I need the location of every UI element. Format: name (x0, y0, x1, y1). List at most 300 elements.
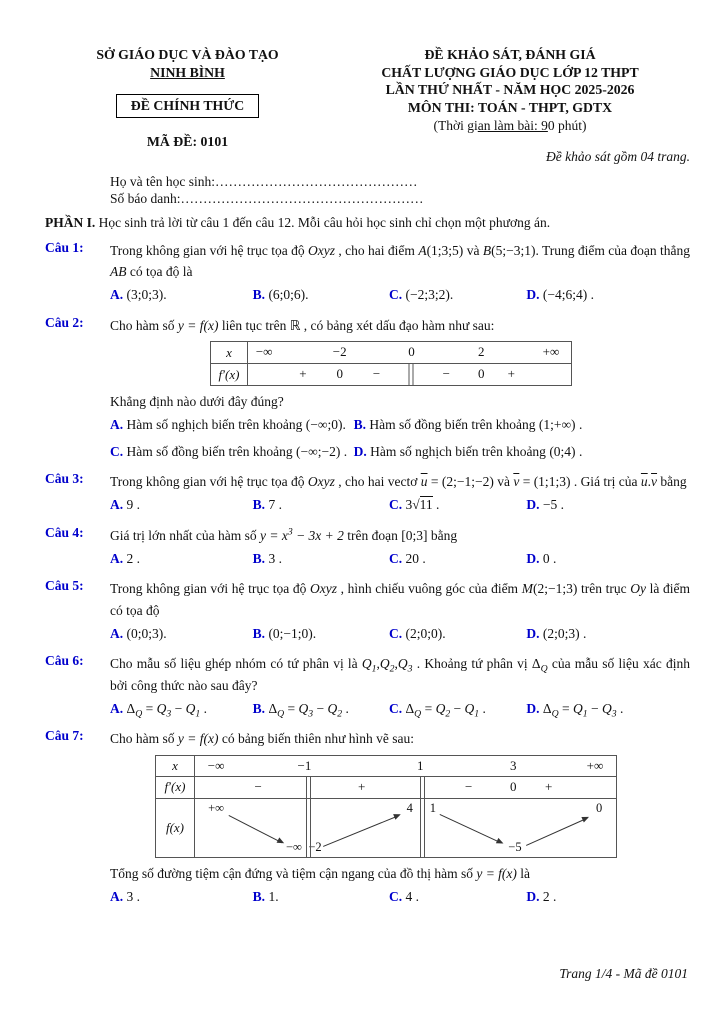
table-cell-value: −∞ (207, 757, 225, 773)
text-segment: Q (435, 700, 446, 716)
question-text (110, 728, 690, 749)
option-letter: C. (388, 700, 403, 716)
text-segment: Q (135, 708, 143, 720)
double-bar (306, 776, 311, 857)
options-grid (110, 284, 690, 305)
text-segment: . (342, 700, 349, 716)
limit-value: 0 (596, 800, 603, 815)
part1-label: PHẦN I. (45, 214, 96, 230)
answer-option (526, 548, 690, 569)
answer-option (110, 623, 253, 644)
text-segment: , (394, 656, 398, 672)
text-segment: Q (540, 663, 548, 675)
text-segment: (Thời gi (433, 118, 478, 134)
table-cell-value: −2 (332, 344, 347, 360)
table-cell-value: + (358, 779, 366, 794)
option-letter: B. (252, 497, 266, 513)
text-segment: Q (327, 700, 338, 716)
text-segment: − 3x + 2 (292, 527, 344, 543)
text-segment: . (479, 700, 486, 716)
table-cell-value: + (299, 366, 307, 382)
text-segment: Trong không gian với hệ trục tọa độ (110, 242, 308, 258)
answer-option (253, 698, 389, 719)
text-segment: . (647, 473, 652, 489)
text-segment: − (450, 700, 465, 716)
answer-option (389, 548, 526, 569)
table-row-header (211, 342, 248, 363)
question-body (110, 525, 690, 570)
options-grid (110, 414, 690, 462)
option-letter: A. (110, 625, 124, 641)
text-segment: − (171, 700, 186, 716)
table-cell-value: −∞ (255, 344, 273, 360)
question-text (110, 525, 690, 546)
table-cell-value: 0 (336, 366, 343, 382)
text-segment: = (2;−1;−2) (427, 473, 494, 489)
text-segment: = (421, 700, 436, 716)
table-row-content (195, 777, 616, 798)
text-segment: Oxyz (310, 581, 337, 597)
question-text (110, 653, 690, 696)
table-cell-value: − (254, 779, 262, 794)
text-segment: bằng (657, 473, 687, 489)
text-segment: (2;0;0). (405, 625, 446, 641)
text-segment: Tổng số đường tiệm cận đứng và tiệm cận ngang của đồ thị hàm số (110, 865, 477, 881)
question-text (110, 578, 690, 621)
student-info-block (110, 173, 690, 208)
table-cell-value: 2 (477, 344, 485, 360)
question-text (110, 471, 690, 492)
exam-subject-line: MÔN THI: TOÁN - THPT, GDTX (407, 99, 613, 115)
answer-option (253, 623, 389, 644)
limit-value: +∞ (208, 800, 225, 815)
table-cell-value: +∞ (542, 344, 560, 360)
text-segment: Q (277, 708, 285, 720)
text-segment: là (516, 865, 531, 881)
answer-option (110, 414, 354, 435)
text-segment: $\overline{v}$ (513, 473, 520, 489)
text-segment: 2 . (542, 888, 557, 904)
text-segment: Oy (630, 581, 646, 597)
question-label: Câu 1: (45, 239, 84, 255)
derivative-sign-table (210, 341, 572, 386)
text-segment: . (575, 417, 583, 433)
text-segment: có bảng biến thiên như hình vẽ sau: (218, 731, 415, 747)
answer-option (253, 494, 389, 515)
text-segment: Hàm số nghịch biến trên khoảng (126, 417, 306, 433)
question-body (110, 653, 690, 719)
exam-duration-note (330, 118, 690, 134)
table-row (156, 799, 616, 857)
question-body (110, 578, 690, 644)
header-left-block (45, 46, 330, 150)
text-segment: Q (397, 656, 408, 672)
text-segment: Trong không gian với hệ trục tọa độ (110, 581, 310, 597)
text-segment: Q (379, 656, 390, 672)
option-letter: D. (526, 287, 540, 303)
text-segment: x (172, 757, 178, 773)
text-segment: x (226, 344, 232, 360)
text-segment: Δ (126, 700, 136, 716)
question-label: Câu 7: (45, 728, 84, 744)
text-segment: (0;−1;0). (268, 625, 317, 641)
table-row-content (248, 364, 571, 385)
text-segment: 3 . (268, 550, 282, 566)
option-letter: C. (110, 443, 124, 459)
text-segment: . (342, 417, 346, 433)
answer-option (253, 886, 389, 907)
text-segment: Giá trị lớn nhất của hàm số (110, 527, 260, 543)
answer-option (389, 698, 526, 719)
text-segment: Δ (268, 700, 278, 716)
answer-option (110, 284, 253, 305)
answer-option (354, 414, 690, 435)
text-segment: y = f(x) (476, 865, 517, 881)
province-name: NINH BÌNH (150, 64, 225, 80)
question-label: Câu 6: (45, 653, 84, 669)
text-segment: 3 (287, 526, 293, 538)
text-segment: M (521, 581, 533, 597)
answer-option (526, 623, 690, 644)
text-segment: và (463, 242, 483, 258)
variation-table (155, 755, 617, 858)
option-letter: D. (526, 550, 540, 566)
option-letter: A. (110, 550, 124, 566)
text-segment: $\overline{u}$ (420, 473, 428, 489)
table-cell-value: −1 (297, 757, 312, 773)
text-segment: có tọa độ là (126, 263, 193, 279)
text-segment: 3 (166, 708, 172, 720)
question-body (110, 728, 690, 907)
options-grid (110, 623, 690, 644)
text-segment: là điểm có tọa độ (110, 581, 690, 618)
text-segment: −5 . (542, 497, 565, 513)
page-footer: Trang 1/4 - Mã đề 0101 (559, 966, 688, 981)
limit-value: 4 (406, 800, 413, 815)
table-row (156, 777, 616, 799)
option-letter: C. (388, 287, 403, 303)
question-label: Câu 3: (45, 470, 84, 486)
text-segment: . (616, 700, 624, 716)
text-segment: $\overline{v}$ (651, 473, 658, 489)
text-segment: an làm bài: 9 (477, 118, 548, 134)
question-post-text (110, 863, 690, 884)
text-segment: Cho hàm số (110, 731, 178, 747)
question-body (110, 315, 690, 462)
question-text (110, 240, 690, 283)
question-5 (45, 578, 690, 644)
text-segment: 3 (308, 708, 314, 720)
monotonicity-arrow (440, 814, 502, 843)
text-segment: (0;0;3). (126, 625, 167, 641)
answer-option (354, 441, 690, 462)
exam-header (45, 46, 690, 165)
text-segment: Trong không gian với hệ trục tọa độ (110, 473, 308, 489)
text-segment: √ (412, 497, 420, 513)
text-segment: Q (414, 708, 422, 720)
text-segment: (−∞;−2) (295, 443, 341, 459)
option-letter: D. (526, 625, 540, 641)
option-letter: C. (388, 497, 403, 513)
answer-option (526, 494, 690, 515)
text-segment: 1 (371, 663, 377, 675)
text-segment: − (313, 700, 328, 716)
option-letter: C. (388, 550, 403, 566)
text-segment: và (493, 473, 514, 489)
table-row (211, 342, 571, 364)
option-letter: B. (252, 700, 266, 716)
answer-option (110, 494, 253, 515)
text-segment: . (432, 497, 440, 513)
monotonicity-arrow (323, 815, 399, 847)
text-segment: 7 . (268, 497, 282, 513)
limit-value: 1 (429, 800, 436, 815)
text-segment: . (340, 443, 348, 459)
table-row-header (156, 799, 195, 857)
option-letter: A. (110, 287, 124, 303)
answer-option (526, 284, 690, 305)
question-body (110, 240, 690, 306)
option-letter: C. (388, 625, 403, 641)
text-segment: B (482, 242, 492, 258)
text-segment: Hàm số đồng biến trên khoảng (126, 443, 296, 459)
option-letter: D. (526, 888, 540, 904)
question-label: Câu 4: (45, 524, 84, 540)
table-cell-value: 0 (510, 779, 517, 794)
table-row (211, 364, 571, 385)
text-segment: Q (602, 700, 612, 716)
exam-title-line1: ĐỀ KHẢO SÁT, ĐÁNH GIÁ (424, 47, 596, 62)
table-cell-value: + (544, 779, 553, 794)
student-id-line: Số báo danh:……………………………………………… (110, 191, 424, 207)
text-segment: y = f(x) (177, 731, 219, 747)
text-segment: Q (551, 708, 559, 720)
table-row-header (156, 777, 195, 798)
option-letter: D. (353, 443, 367, 459)
text-segment: Oxyz (308, 242, 335, 258)
answer-option (389, 886, 526, 907)
double-bar (409, 364, 414, 385)
text-segment: (0;4) (549, 443, 576, 459)
text-segment: . (575, 443, 583, 459)
text-segment: bằng (427, 527, 458, 543)
text-segment: 2 (389, 663, 395, 675)
text-segment: = (142, 700, 157, 716)
options-grid (110, 886, 690, 907)
text-segment: Q (298, 700, 309, 716)
text-segment: $\overline{u}$ (640, 473, 648, 489)
text-segment: 1 (474, 708, 480, 720)
answer-option (526, 698, 690, 719)
question-text (110, 315, 690, 336)
text-segment: . Giá trị của (570, 473, 641, 489)
table-row-header (156, 756, 195, 776)
text-segment: 9 . (126, 497, 140, 513)
text-segment: Khẳng định nào dưới đây đúng? (110, 393, 284, 409)
table-cell-value: 1 (416, 757, 424, 773)
pages-note: Đề khảo sát gồm 04 trang. (546, 149, 690, 165)
limit-value: −5 (508, 840, 522, 854)
table-cell-value: − (372, 366, 381, 382)
option-letter: A. (110, 417, 124, 433)
text-segment: Q (185, 700, 196, 716)
table-cell-value: − (442, 366, 450, 382)
option-letter: D. (526, 497, 540, 513)
table-cell-value: 3 (510, 757, 517, 773)
text-segment: f(x) (165, 819, 185, 835)
text-segment: . (200, 700, 207, 716)
exam-title-line2: CHẤT LƯỢNG GIÁO DỤC LỚP 12 THPT (381, 64, 639, 80)
function-curve-area (195, 799, 616, 857)
question-1 (45, 240, 690, 306)
text-segment: . Khoảng tứ phân vị (412, 656, 532, 672)
part1-text: Học sinh trả lời từ câu 1 đến câu 12. Mỗi câu hỏi học sinh chỉ chọn một phương án. (98, 214, 551, 230)
text-segment: 11 (419, 497, 433, 513)
answer-option (110, 698, 253, 719)
text-segment: f′(x) (218, 366, 240, 382)
text-segment: , cho hai vectơ (334, 473, 421, 489)
text-segment: (3;0;3). (126, 287, 167, 303)
monotonicity-arrow (526, 818, 588, 846)
table-row-content (248, 342, 571, 363)
text-segment: 3 . (126, 888, 140, 904)
question-7 (45, 728, 690, 907)
table-cell-value: 0 (408, 344, 415, 360)
department-name: SỞ GIÁO DỤC VÀ ĐÀO TẠO (96, 47, 279, 62)
options-grid (110, 698, 690, 719)
text-segment: 2 (445, 708, 451, 720)
question-label: Câu 2: (45, 314, 84, 330)
text-segment: = (284, 700, 299, 716)
text-segment: A (418, 242, 427, 258)
question-4 (45, 525, 690, 570)
question-3 (45, 471, 690, 516)
text-segment: 1 (195, 708, 201, 720)
option-letter: B. (252, 287, 266, 303)
student-name-line: Họ và tên học sinh:……………………………………… (110, 174, 418, 190)
text-segment: 0 phút) (547, 118, 587, 134)
question-label: Câu 5: (45, 578, 84, 594)
option-letter: B. (252, 550, 266, 566)
text-segment: Cho hàm số (110, 317, 178, 333)
exam-code: MÃ ĐỀ: 0101 (146, 134, 229, 150)
table-row-header (211, 364, 248, 385)
answer-option (110, 441, 354, 462)
questions-container (45, 240, 690, 908)
text-segment: (−2;3;2). (405, 287, 454, 303)
answer-option (389, 494, 526, 515)
monotonicity-arrow (228, 815, 281, 843)
table-row-content (195, 756, 616, 776)
answer-option (526, 886, 690, 907)
text-segment: (6;0;6). (268, 287, 309, 303)
answer-option (389, 284, 526, 305)
text-segment: 20 . (405, 550, 426, 566)
text-segment: Δ (405, 700, 415, 716)
table-cell-value: 0 (477, 366, 485, 382)
text-segment: y = x (259, 527, 288, 543)
option-letter: D. (526, 700, 540, 716)
text-segment: của mẫu số liệu xác định bởi công thức nào sau đây? (110, 656, 690, 693)
text-segment: (−∞;0) (305, 417, 343, 433)
text-segment: Δ (542, 700, 552, 716)
part1-instruction (45, 215, 690, 231)
official-stamp-box: ĐỀ CHÍNH THỨC (116, 94, 259, 118)
table-row (156, 756, 616, 777)
answer-option (110, 548, 253, 569)
text-segment: Oxyz (307, 473, 335, 489)
text-segment: 3 (611, 708, 617, 720)
text-segment: (2;0;3) . (542, 625, 587, 641)
question-6 (45, 653, 690, 719)
text-segment: . Trung điểm của đoạn thẳng (535, 242, 691, 258)
text-segment: (2;−1;3) (532, 581, 578, 597)
text-segment: [0;3] (401, 527, 428, 543)
double-bar (420, 776, 425, 857)
text-segment: trên đoạn (343, 527, 402, 543)
text-segment: Q (361, 656, 372, 672)
text-segment: 1. (268, 888, 279, 904)
options-grid (110, 494, 690, 515)
question-post-text (110, 391, 690, 412)
text-segment: 1 (582, 708, 588, 720)
text-segment: (1;3;5) (426, 242, 464, 258)
question-2 (45, 315, 690, 462)
options-grid (110, 548, 690, 569)
text-segment: Q (156, 700, 167, 716)
option-letter: B. (353, 417, 366, 433)
text-segment: , cho hai điểm (335, 242, 419, 258)
option-letter: C. (388, 888, 403, 904)
limit-value: −∞ (285, 840, 302, 854)
option-letter: B. (252, 625, 266, 641)
option-letter: A. (110, 888, 124, 904)
text-segment: Hàm số đồng biến trên khoảng (369, 417, 539, 433)
text-segment: 2 . (126, 550, 140, 566)
text-segment: = (558, 700, 574, 716)
text-segment: Q (573, 700, 583, 716)
text-segment: , (376, 656, 380, 672)
text-segment: 3 (405, 497, 413, 513)
text-segment: , hình chiếu vuông góc của điểm (337, 581, 522, 597)
text-segment: − (587, 700, 602, 716)
text-segment: AB (110, 263, 127, 279)
table-cell-value: +∞ (586, 757, 604, 773)
text-segment: Δ (531, 656, 541, 672)
header-right-block (330, 46, 690, 165)
text-segment: 4 . (405, 888, 419, 904)
table-cell-value: + (507, 366, 515, 382)
text-segment: trên trục (577, 581, 631, 597)
text-segment: = (1;1;3) (519, 473, 571, 489)
text-segment: Hàm số nghịch biến trên khoảng (370, 443, 550, 459)
text-segment: Q (464, 700, 475, 716)
text-segment: 3 (407, 663, 413, 675)
option-letter: A. (110, 700, 124, 716)
table-cell-value: − (464, 779, 473, 794)
text-segment: f′(x) (164, 779, 186, 794)
answer-option (253, 548, 389, 569)
text-segment: (5;−3;1) (491, 242, 536, 258)
answer-option (253, 284, 389, 305)
text-segment: (1;+∞) (538, 417, 576, 433)
option-letter: A. (110, 497, 124, 513)
answer-option (110, 886, 253, 907)
text-segment: liên tục trên ℝ , có bảng xét dấu đạo hàm như sau: (218, 317, 495, 333)
text-segment: 0 . (542, 550, 557, 566)
answer-option (389, 623, 526, 644)
text-segment: 2 (337, 708, 343, 720)
